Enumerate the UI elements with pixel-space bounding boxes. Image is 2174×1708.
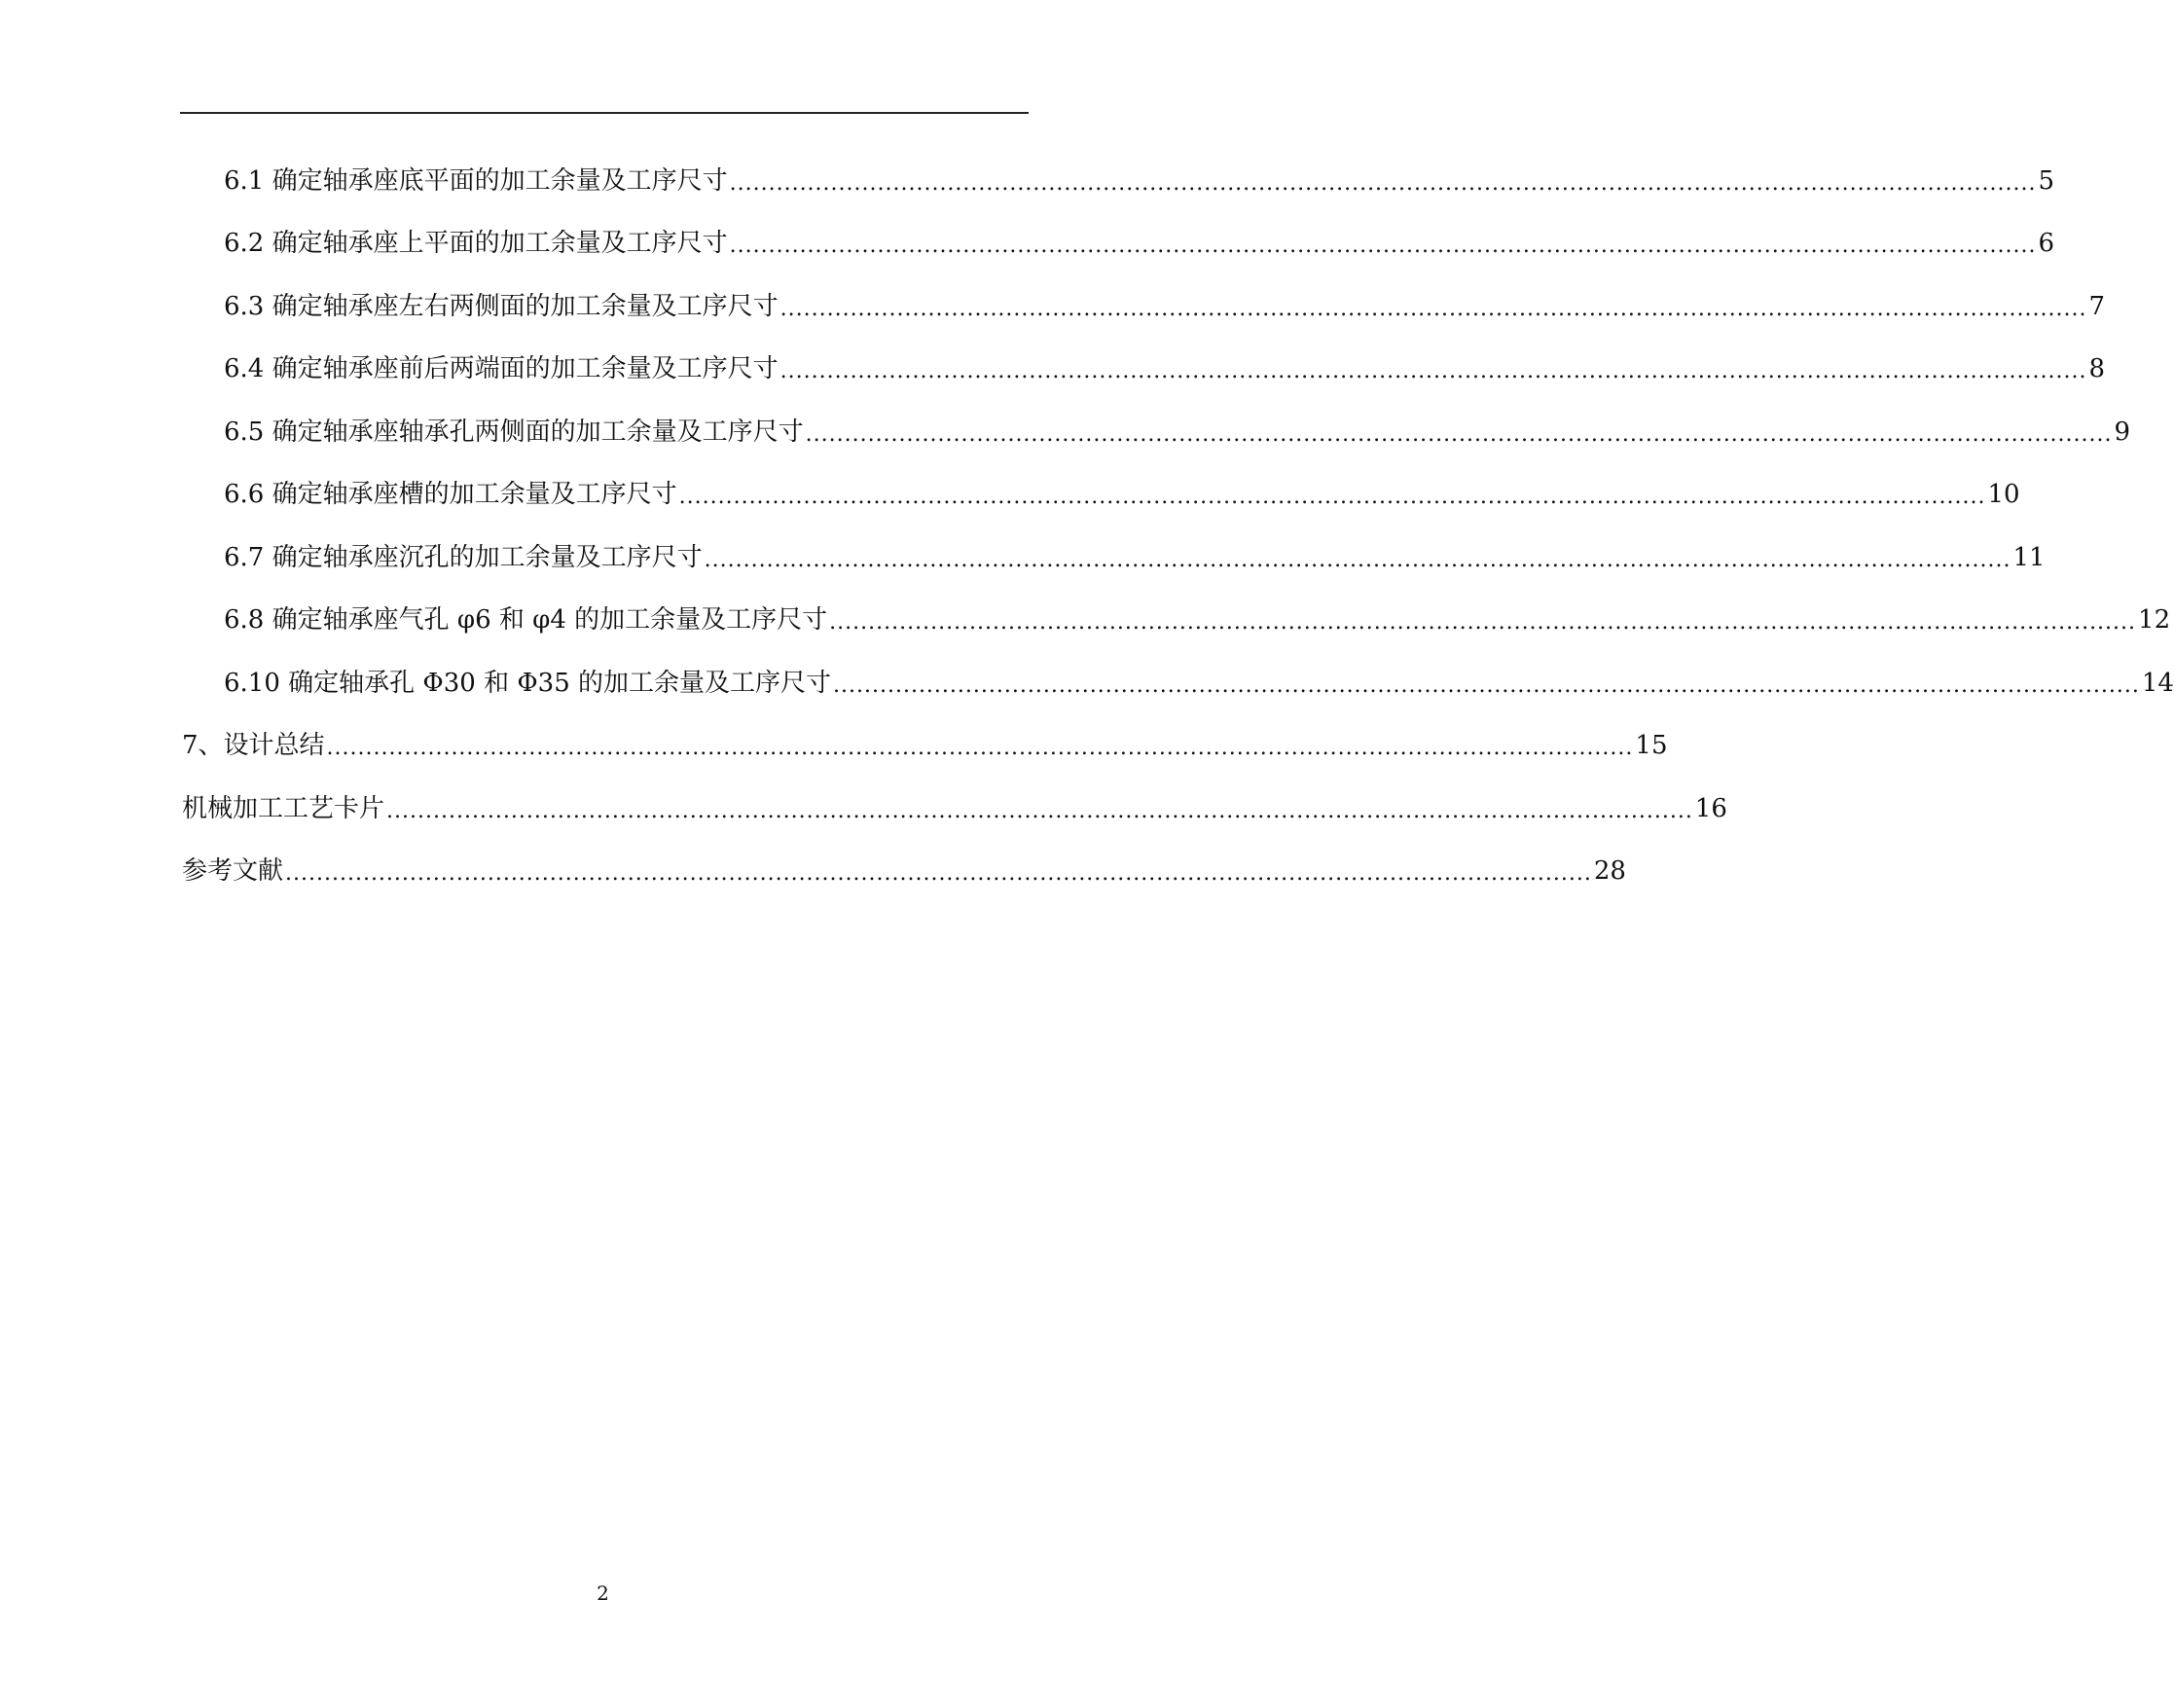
toc-entry-title: 参考文献 <box>182 856 284 886</box>
toc-entry[interactable] <box>224 538 2046 577</box>
toc-entry[interactable] <box>224 224 2055 263</box>
toc-entry[interactable] <box>224 413 2131 452</box>
page-number: 2 <box>597 1581 609 1605</box>
toc-entry[interactable] <box>182 726 1668 765</box>
toc-entry-leader: ........................................................................................................................................................................ <box>829 610 2137 635</box>
toc-entry-leader: ........................................................................................................................................................................ <box>729 171 2037 196</box>
toc-entry-leader: ........................................................................................................................................................................ <box>779 359 2087 383</box>
toc-entry-page: 15 <box>1635 731 1668 760</box>
toc-entry[interactable] <box>182 789 1727 828</box>
toc-entry-title: 6.10 确定轴承孔 Φ30 和 Φ35 的加工余量及工序尺寸 <box>224 669 832 698</box>
toc-entry[interactable] <box>224 162 2055 200</box>
toc-entry-leader: ........................................................................................................................................................................ <box>678 485 1986 509</box>
toc-entry[interactable] <box>224 600 2171 639</box>
toc-entry-leader: ........................................................................................................................................................................ <box>779 297 2087 321</box>
toc-entry-page: 9 <box>2114 418 2131 447</box>
toc-entry[interactable] <box>224 287 2106 326</box>
toc-entry-page: 16 <box>1694 794 1727 823</box>
toc-entry-title: 6.7 确定轴承座沉孔的加工余量及工序尺寸 <box>224 543 703 572</box>
toc-entry[interactable] <box>224 664 2174 703</box>
toc-entry[interactable] <box>182 852 1626 890</box>
toc-entry-page: 12 <box>2138 605 2171 635</box>
toc-entry-leader: ........................................................................................................................................................................ <box>729 234 2037 258</box>
toc-entry-page: 8 <box>2088 354 2106 383</box>
toc-entry-leader: ........................................................................................................................................................................ <box>704 548 2011 572</box>
toc-entry-page: 7 <box>2088 292 2106 321</box>
toc-entry-leader: ........................................................................................................................................................................ <box>833 673 2140 698</box>
toc-entry-page: 28 <box>1593 856 1626 886</box>
toc-entry-title: 6.1 确定轴承座底平面的加工余量及工序尺寸 <box>224 166 728 196</box>
toc-entry-page: 6 <box>2038 229 2055 258</box>
toc-entry[interactable] <box>224 475 2020 514</box>
toc-entry-title: 6.8 确定轴承座气孔 φ6 和 φ4 的加工余量及工序尺寸 <box>224 605 828 635</box>
toc-entry[interactable] <box>224 349 2106 388</box>
toc-entry-title: 6.5 确定轴承座轴承孔两侧面的加工余量及工序尺寸 <box>224 418 804 447</box>
toc-entry-page: 5 <box>2038 166 2055 196</box>
toc-entry-title: 机械加工工艺卡片 <box>182 794 385 823</box>
toc-entry-title: 6.6 确定轴承座槽的加工余量及工序尺寸 <box>224 480 677 509</box>
toc-entry-title: 6.2 确定轴承座上平面的加工余量及工序尺寸 <box>224 229 728 258</box>
toc-entry-page: 10 <box>1987 480 2020 509</box>
toc-entry-leader: ........................................................................................................................................................................ <box>285 861 1592 886</box>
toc-entry-title: 6.3 确定轴承座左右两侧面的加工余量及工序尺寸 <box>224 292 779 321</box>
toc-entry-title: 6.4 确定轴承座前后两端面的加工余量及工序尺寸 <box>224 354 779 383</box>
toc-entry-leader: ........................................................................................................................................................................ <box>805 422 2113 447</box>
toc-entry-leader: ........................................................................................................................................................................ <box>326 736 1634 760</box>
toc-entry-page: 11 <box>2012 543 2046 572</box>
toc-entry-page: 14 <box>2141 669 2174 698</box>
toc-entry-leader: ........................................................................................................................................................................ <box>386 799 1693 823</box>
toc-entry-title: 7、设计总结 <box>182 731 325 760</box>
